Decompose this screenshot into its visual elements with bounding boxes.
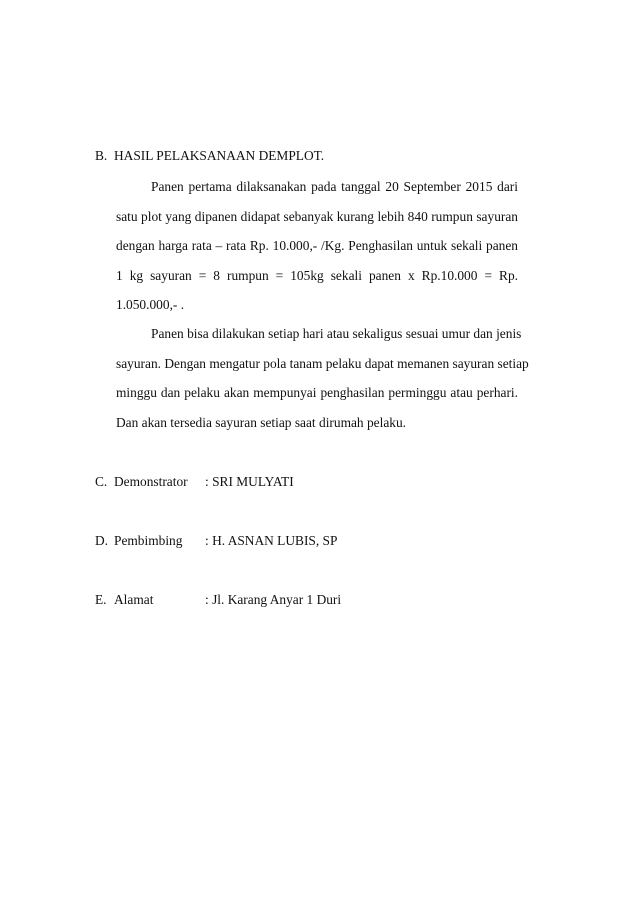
demonstrator-value: : SRI MULYATI [205,474,294,489]
section-b-title: HASIL PELAKSANAAN DEMPLOT. [114,148,325,163]
section-b-letter: B. [95,148,108,163]
supervisor-value: : H. ASNAN LUBIS, SP [205,533,338,548]
section-e-letter: E. [95,592,107,607]
paragraph-harvest-result [116,172,518,320]
address-value: : Jl. Karang Anyar 1 Duri [205,592,342,607]
supervisor-row [95,533,337,549]
section-c-letter: C. [95,474,108,489]
paragraph-line: 1 kg sayuran = 8 rumpun = 105kg sekali panen x Rp.10.000 = Rp. [116,267,518,283]
demonstrator-label: Demonstrator [114,474,188,489]
supervisor-label: Pembimbing [114,533,183,548]
paragraph-line: dengan harga rata – rata Rp. 10.000,- /Kg. Penghasilan untuk sekali panen [116,238,518,253]
demonstrator-row [95,474,294,490]
section-d-letter: D. [95,533,109,548]
paragraph-line: Panen bisa dilakukan setiap hari atau sekaligus sesuai umur dan jenis [151,326,522,341]
paragraph-line: 1.050.000,- . [116,297,185,312]
address-label: Alamat [114,592,154,607]
paragraph-line: Panen pertama dilaksanakan pada tanggal 20 September 2015 dari [151,179,518,194]
paragraph-line: minggu dan pelaku akan mempunyai penghasilan perminggu atau perhari. [116,385,518,400]
paragraph-line: Dan akan tersedia sayuran setiap saat dirumah pelaku. [116,414,407,430]
paragraph-line: satu plot yang dipanen didapat sebanyak kurang lebih 840 rumpun sayuran [116,208,518,224]
section-b-heading [95,148,324,164]
paragraph-line: sayuran. Dengan mengatur pola tanam pelaku dapat memanen sayuran setiap [116,355,529,371]
paragraph-harvest-schedule [116,319,529,437]
address-row [95,592,341,608]
